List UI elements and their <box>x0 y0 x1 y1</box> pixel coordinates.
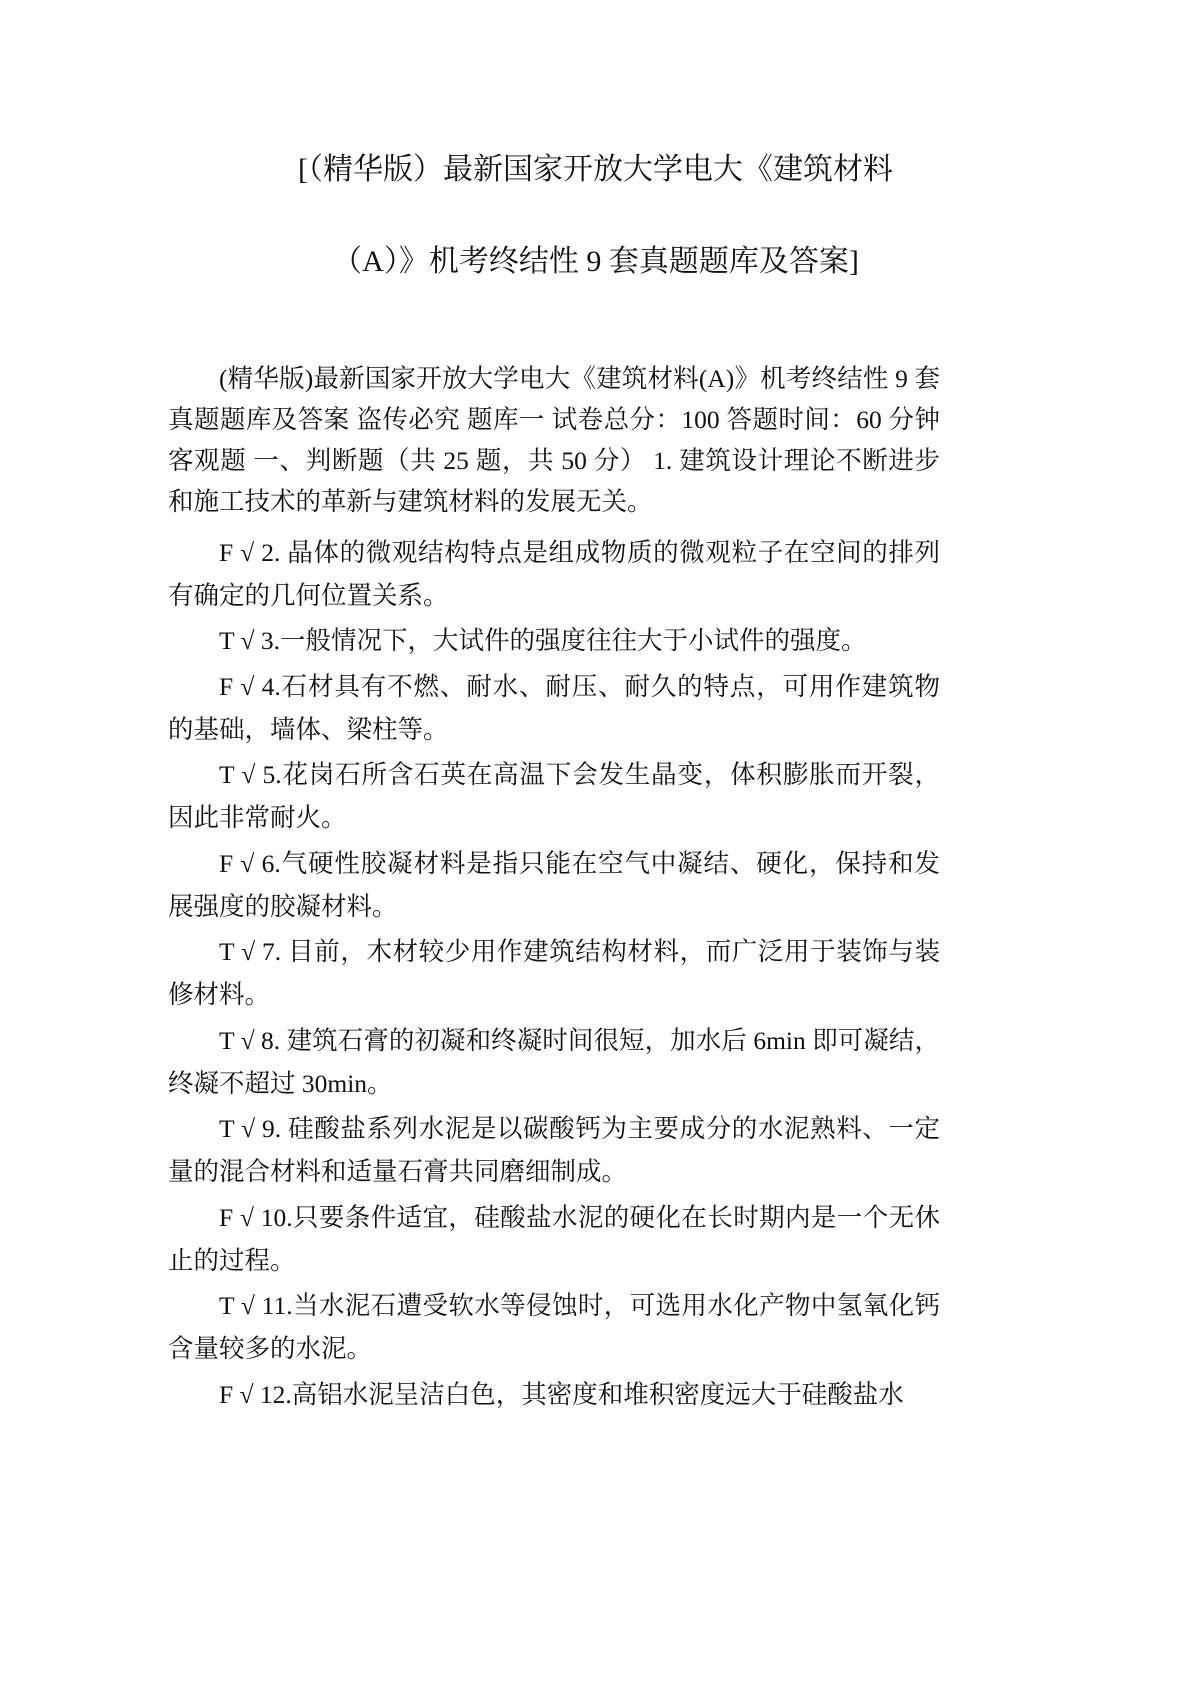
question-paragraph: F √ 12.高铝水泥呈洁白色，其密度和堆积密度远大于硅酸盐水 <box>219 1379 904 1409</box>
question-paragraph: T √ 3.一般情况下，大试件的强度往往大于小试件的强度。 <box>219 626 867 655</box>
intro-paragraph: (精华版)最新国家开放大学电大《建筑材料(A)》机考终结性 9 套真题题库及答案 盗传必究 题库一 试卷总分：100 答题时间：60 分钟 客观题 一、判断题（共 25 题，共 50 分） 1. 建筑设计理论不断进步和施工技术的革新与建筑材料的发展无关。 <box>168 363 940 516</box>
question-paragraph: T √ 8. 建筑石膏的初凝和终凝时间很短，加水后 6min 即可凝结，终凝不超过 30min。 <box>168 1025 940 1098</box>
question-paragraph: T √ 9. 硅酸盐系列水泥是以碳酸钙为主要成分的水泥熟料、一定量的混合材料和适量石膏共同磨细制成。 <box>168 1114 940 1186</box>
document-title <box>0 124 1191 308</box>
question-paragraph: F √ 4.石材具有不燃、耐水、耐压、耐久的特点，可用作建筑物的基础，墙体、梁柱等。 <box>168 671 940 744</box>
question-paragraph: T √ 11.当水泥石遭受软水等侵蚀时，可选用水化产物中氢氧化钙含量较多的水泥。 <box>168 1291 940 1363</box>
question-paragraph: F √ 6.气硬性胶凝材料是指只能在空气中凝结、硬化，保持和发展强度的胶凝材料。 <box>168 848 940 921</box>
question-paragraph: T √ 7. 目前，木材较少用作建筑结构材料，而广泛用于装饰与装修材料。 <box>168 937 940 1009</box>
document-body <box>168 358 940 1419</box>
question-paragraph: T √ 5.花岗石所含石英在高温下会发生晶变，体积膨胀而开裂，因此非常耐火。 <box>168 760 940 832</box>
title-line-1: [（精华版）最新国家开放大学电大《建筑材料 <box>298 153 893 186</box>
question-paragraph: F √ 2. 晶体的微观结构特点是组成物质的微观粒子在空间的排列有确定的几何位置关系。 <box>168 537 940 610</box>
title-line-2: （A）》机考终结性 9 套真题题库及答案] <box>332 245 859 278</box>
question-paragraph: F √ 10.只要条件适宜，硅酸盐水泥的硬化在长时期内是一个无休止的过程。 <box>168 1202 940 1275</box>
